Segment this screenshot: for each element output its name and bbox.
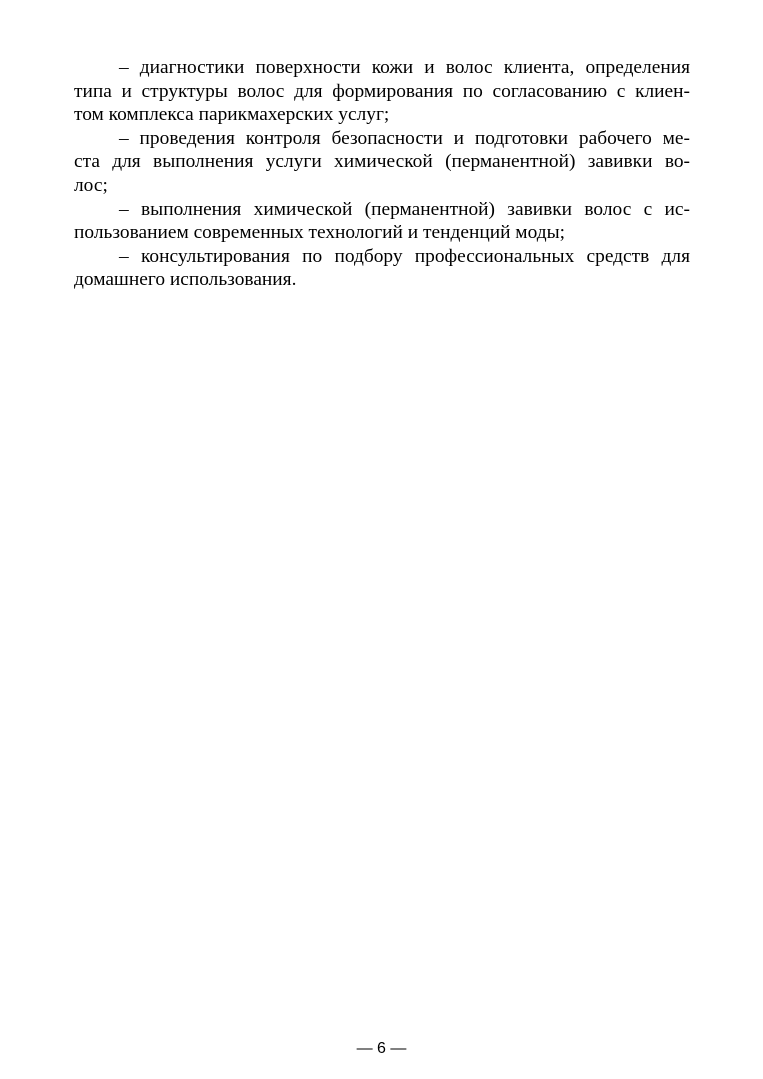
body-text	[74, 56, 690, 292]
text-line: ста для выполнения услуги химической (перманентной) завивки во-	[74, 151, 690, 173]
text-line: – проведения контроля безопасности и подготовки рабочего ме-	[119, 127, 690, 149]
text-line: пользованием современных технологий и тенденций моды;	[74, 222, 565, 244]
text-line: лос;	[74, 174, 108, 196]
text-line: типа и структуры волос для формирования по согласованию с клиен-	[74, 80, 690, 102]
text-line: домашнего использования.	[74, 269, 297, 291]
list-item	[74, 198, 690, 245]
text-line: – консультирования по подбору профессиональных средств для	[119, 245, 690, 267]
list-item	[74, 245, 690, 292]
list-item	[74, 127, 690, 198]
list-item	[74, 56, 690, 127]
page-number: — 6 —	[356, 1040, 407, 1057]
text-line: – диагностики поверхности кожи и волос клиента, определения	[119, 57, 690, 78]
text-line: – выполнения химической (перманентной) завивки волос с ис-	[119, 198, 690, 220]
text-line: том комплекса парикмахерских услуг;	[74, 104, 390, 126]
